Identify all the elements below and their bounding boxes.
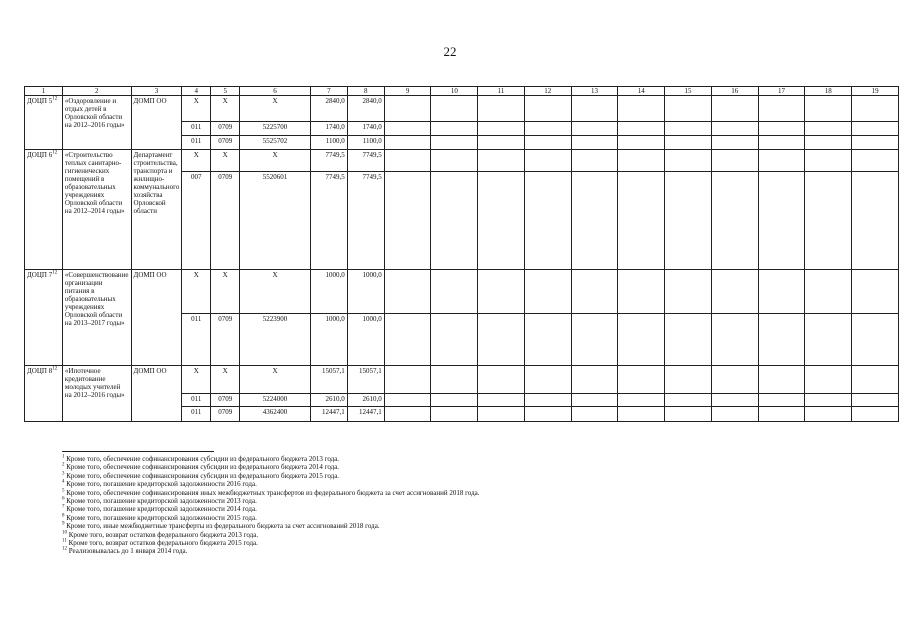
empty-cell bbox=[384, 136, 431, 150]
empty-cell bbox=[384, 270, 431, 314]
empty-cell bbox=[524, 172, 571, 270]
empty-cell bbox=[852, 136, 899, 150]
column-header-4: 4 bbox=[182, 87, 211, 96]
empty-cell bbox=[665, 172, 712, 270]
empty-cell bbox=[711, 366, 758, 394]
table-cell: 7749,5 bbox=[347, 150, 384, 172]
table-cell: 2840,0 bbox=[310, 96, 347, 122]
table-row bbox=[25, 96, 899, 122]
empty-cell bbox=[431, 136, 478, 150]
empty-cell bbox=[571, 136, 618, 150]
table-cell: 5525702 bbox=[240, 136, 311, 150]
empty-cell bbox=[524, 394, 571, 407]
footnote-text: Кроме того, обеспечение софинансирования субсидии из федерального бюджета 2015 года. bbox=[66, 471, 340, 480]
footnote-text: Кроме того, обеспечение софинансирования иных межбюджетных трансфертов из федерального бюджета за счет ассигнований 2018 года. bbox=[66, 488, 480, 497]
column-header-13: 13 bbox=[571, 87, 618, 96]
table-cell: X bbox=[240, 366, 311, 394]
footnote-divider bbox=[62, 451, 214, 452]
column-header-10: 10 bbox=[431, 87, 478, 96]
empty-cell bbox=[431, 150, 478, 172]
empty-cell bbox=[618, 96, 665, 122]
program-name: «Ипотечное кредитование молодых учителей на 2012–2016 годы» bbox=[62, 366, 131, 422]
footnote-number: 8 bbox=[62, 513, 65, 519]
empty-cell bbox=[711, 314, 758, 366]
empty-cell bbox=[758, 366, 805, 394]
empty-cell bbox=[571, 270, 618, 314]
table-cell: 15057,1 bbox=[347, 366, 384, 394]
program-code: ДОЦП 8 bbox=[27, 367, 53, 375]
budget-table bbox=[24, 86, 899, 422]
empty-cell bbox=[805, 122, 852, 136]
column-header-18: 18 bbox=[805, 87, 852, 96]
empty-cell bbox=[758, 172, 805, 270]
empty-cell bbox=[711, 172, 758, 270]
empty-cell bbox=[758, 270, 805, 314]
empty-cell bbox=[431, 270, 478, 314]
table-cell: 011 bbox=[182, 407, 211, 422]
table-row bbox=[25, 366, 899, 394]
empty-cell bbox=[384, 394, 431, 407]
empty-cell bbox=[524, 270, 571, 314]
empty-cell bbox=[431, 366, 478, 394]
empty-cell bbox=[431, 96, 478, 122]
empty-cell bbox=[805, 96, 852, 122]
program-code: ДОЦП 6 bbox=[27, 151, 53, 159]
table-cell: 0709 bbox=[211, 172, 240, 270]
empty-cell bbox=[852, 270, 899, 314]
table-cell: 1740,0 bbox=[347, 122, 384, 136]
empty-cell bbox=[852, 96, 899, 122]
table-cell: 4362400 bbox=[240, 407, 311, 422]
empty-cell bbox=[852, 314, 899, 366]
footnote-number: 2 bbox=[62, 463, 65, 469]
footnote-text: Кроме того, погашение кредиторской задолженности 2014 года. bbox=[66, 505, 257, 514]
responsible-organization: ДОМП ОО bbox=[131, 96, 182, 150]
empty-cell bbox=[852, 122, 899, 136]
column-header-6: 6 bbox=[240, 87, 311, 96]
empty-cell bbox=[665, 270, 712, 314]
footnote-text: Кроме того, погашение кредиторской задолженности 2013 года. bbox=[66, 497, 257, 506]
footnote-text: Кроме того, обеспечение софинансирования субсидии из федерального бюджета 2013 года. bbox=[66, 455, 340, 463]
empty-cell bbox=[852, 150, 899, 172]
footnote-number: 12 bbox=[62, 547, 67, 553]
responsible-organization: ДОМП ОО bbox=[131, 270, 182, 366]
footnote-number: 9 bbox=[62, 521, 65, 527]
empty-cell bbox=[805, 136, 852, 150]
column-header-16: 16 bbox=[711, 87, 758, 96]
table-cell: 5225700 bbox=[240, 122, 311, 136]
table-cell: 2610,0 bbox=[347, 394, 384, 407]
empty-cell bbox=[571, 96, 618, 122]
table-cell: X bbox=[211, 150, 240, 172]
empty-cell bbox=[618, 136, 665, 150]
empty-cell bbox=[431, 172, 478, 270]
table-cell: X bbox=[211, 366, 240, 394]
table-cell: 011 bbox=[182, 394, 211, 407]
program-name: «Строительство теплых санитарно-гигиенических помещений в образовательных учреждениях Орловской области на 2012–2014 годы» bbox=[62, 150, 131, 270]
empty-cell bbox=[618, 270, 665, 314]
empty-cell bbox=[618, 172, 665, 270]
responsible-organization: ДОМП ОО bbox=[131, 366, 182, 422]
program-name: «Оздоровление и отдых детей в Орловской области на 2012–2016 годы» bbox=[62, 96, 131, 150]
empty-cell bbox=[758, 150, 805, 172]
program-code-footnote: 12 bbox=[52, 150, 58, 156]
empty-cell bbox=[711, 394, 758, 407]
page-number: 22 bbox=[443, 44, 457, 59]
footnote bbox=[62, 531, 480, 539]
table-cell: 5223900 bbox=[240, 314, 311, 366]
empty-cell bbox=[618, 122, 665, 136]
empty-cell bbox=[431, 122, 478, 136]
empty-cell bbox=[665, 122, 712, 136]
empty-cell bbox=[384, 150, 431, 172]
empty-cell bbox=[384, 407, 431, 422]
footnote-text: Реализовывалась до 1 января 2014 года. bbox=[68, 547, 188, 556]
table-cell: X bbox=[240, 150, 311, 172]
footnotes-list bbox=[62, 455, 480, 556]
empty-cell bbox=[852, 394, 899, 407]
table-cell: 12447,1 bbox=[310, 407, 347, 422]
empty-cell bbox=[524, 96, 571, 122]
empty-cell bbox=[711, 122, 758, 136]
table-row bbox=[25, 150, 899, 172]
footnote-number: 7 bbox=[62, 505, 65, 511]
program-code: ДОЦП 7 bbox=[27, 271, 53, 279]
footnote-text: Кроме того, возврат остатков федерального бюджета 2013 года. bbox=[68, 530, 259, 539]
table-cell: 1740,0 bbox=[310, 122, 347, 136]
table-cell: 0709 bbox=[211, 122, 240, 136]
empty-cell bbox=[478, 366, 525, 394]
footnote-number: 3 bbox=[62, 471, 65, 477]
empty-cell bbox=[478, 122, 525, 136]
empty-cell bbox=[665, 407, 712, 422]
footnote-text: Кроме того, погашение кредиторской задолженности 2016 года. bbox=[66, 480, 257, 489]
footnote-text: Кроме того, иные межбюджетные трансферты из федерального бюджета за счет ассигнований 2018 года. bbox=[66, 522, 380, 531]
empty-cell bbox=[805, 270, 852, 314]
table-cell: 12447,1 bbox=[347, 407, 384, 422]
column-header-9: 9 bbox=[384, 87, 431, 96]
empty-cell bbox=[805, 394, 852, 407]
empty-cell bbox=[758, 136, 805, 150]
empty-cell bbox=[478, 136, 525, 150]
footnote-text: Кроме того, обеспечение софинансирования субсидии из федерального бюджета 2014 года. bbox=[66, 463, 340, 472]
empty-cell bbox=[711, 150, 758, 172]
empty-cell bbox=[758, 122, 805, 136]
empty-cell bbox=[384, 172, 431, 270]
empty-cell bbox=[571, 366, 618, 394]
empty-cell bbox=[618, 394, 665, 407]
table-row bbox=[25, 270, 899, 314]
table-cell: 2610,0 bbox=[310, 394, 347, 407]
column-header-2: 2 bbox=[62, 87, 131, 96]
empty-cell bbox=[571, 172, 618, 270]
table-cell: 1000,0 bbox=[310, 314, 347, 366]
empty-cell bbox=[852, 172, 899, 270]
empty-cell bbox=[524, 366, 571, 394]
empty-cell bbox=[571, 122, 618, 136]
table-cell: 5224000 bbox=[240, 394, 311, 407]
footnote-number: 10 bbox=[62, 530, 67, 536]
empty-cell bbox=[571, 314, 618, 366]
empty-cell bbox=[524, 136, 571, 150]
empty-cell bbox=[571, 407, 618, 422]
footnote-number: 6 bbox=[62, 496, 65, 502]
table-cell: 7749,5 bbox=[310, 150, 347, 172]
column-header-14: 14 bbox=[618, 87, 665, 96]
empty-cell bbox=[618, 150, 665, 172]
empty-cell bbox=[478, 150, 525, 172]
footnote bbox=[62, 480, 480, 488]
empty-cell bbox=[805, 407, 852, 422]
empty-cell bbox=[711, 96, 758, 122]
empty-cell bbox=[478, 314, 525, 366]
program-code-cell bbox=[25, 270, 63, 366]
empty-cell bbox=[431, 394, 478, 407]
table-cell: 15057,1 bbox=[310, 366, 347, 394]
table-cell: X bbox=[182, 366, 211, 394]
empty-cell bbox=[431, 407, 478, 422]
footnote bbox=[62, 522, 480, 530]
empty-cell bbox=[571, 394, 618, 407]
column-number-row bbox=[25, 87, 899, 96]
table-cell: 0709 bbox=[211, 314, 240, 366]
table-cell: 011 bbox=[182, 314, 211, 366]
empty-cell bbox=[852, 407, 899, 422]
empty-cell bbox=[384, 96, 431, 122]
program-code: ДОЦП 5 bbox=[27, 97, 53, 105]
empty-cell bbox=[618, 314, 665, 366]
empty-cell bbox=[478, 394, 525, 407]
table-cell: 0709 bbox=[211, 136, 240, 150]
footnote-number: 1 bbox=[62, 454, 65, 460]
empty-cell bbox=[665, 394, 712, 407]
footnote bbox=[62, 547, 480, 555]
table-cell: X bbox=[240, 270, 311, 314]
column-header-17: 17 bbox=[758, 87, 805, 96]
empty-cell bbox=[852, 366, 899, 394]
column-header-3: 3 bbox=[131, 87, 182, 96]
empty-cell bbox=[665, 366, 712, 394]
empty-cell bbox=[805, 314, 852, 366]
empty-cell bbox=[478, 407, 525, 422]
table-cell: X bbox=[182, 270, 211, 314]
table-cell: 1000,0 bbox=[310, 270, 347, 314]
table-cell: X bbox=[211, 96, 240, 122]
table-cell: 011 bbox=[182, 122, 211, 136]
empty-cell bbox=[524, 122, 571, 136]
column-header-8: 8 bbox=[347, 87, 384, 96]
empty-cell bbox=[711, 270, 758, 314]
column-header-5: 5 bbox=[211, 87, 240, 96]
table-cell: 5520601 bbox=[240, 172, 311, 270]
program-code-cell bbox=[25, 366, 63, 422]
empty-cell bbox=[384, 366, 431, 394]
table-cell: 7749,5 bbox=[310, 172, 347, 270]
footnote bbox=[62, 514, 480, 522]
empty-cell bbox=[665, 150, 712, 172]
table-cell: 0709 bbox=[211, 407, 240, 422]
program-code-footnote: 12 bbox=[52, 366, 58, 372]
empty-cell bbox=[384, 314, 431, 366]
program-code-footnote: 12 bbox=[52, 96, 58, 102]
responsible-organization: Департамент строительства, транспорта и жилищно-коммунального хозяйства Орловской области bbox=[131, 150, 182, 270]
empty-cell bbox=[665, 136, 712, 150]
empty-cell bbox=[618, 407, 665, 422]
empty-cell bbox=[758, 407, 805, 422]
empty-cell bbox=[758, 314, 805, 366]
table-cell: 1000,0 bbox=[347, 270, 384, 314]
column-header-1: 1 bbox=[25, 87, 63, 96]
footnote-number: 4 bbox=[62, 479, 65, 485]
table-cell: 007 bbox=[182, 172, 211, 270]
empty-cell bbox=[665, 314, 712, 366]
footnote bbox=[62, 489, 480, 497]
empty-cell bbox=[758, 96, 805, 122]
table-cell: 7749,5 bbox=[347, 172, 384, 270]
column-header-7: 7 bbox=[310, 87, 347, 96]
footnote bbox=[62, 505, 480, 513]
table-cell: 1100,0 bbox=[310, 136, 347, 150]
empty-cell bbox=[478, 96, 525, 122]
footnote-number: 11 bbox=[62, 538, 67, 544]
table-cell: 1000,0 bbox=[347, 314, 384, 366]
empty-cell bbox=[524, 407, 571, 422]
empty-cell bbox=[431, 314, 478, 366]
column-header-19: 19 bbox=[852, 87, 899, 96]
empty-cell bbox=[571, 150, 618, 172]
table-cell: 011 bbox=[182, 136, 211, 150]
table-cell: 1100,0 bbox=[347, 136, 384, 150]
empty-cell bbox=[524, 314, 571, 366]
column-header-15: 15 bbox=[665, 87, 712, 96]
table-cell: X bbox=[211, 270, 240, 314]
footnote bbox=[62, 472, 480, 480]
footnote-number: 5 bbox=[62, 488, 65, 494]
program-code-cell bbox=[25, 96, 63, 150]
empty-cell bbox=[478, 172, 525, 270]
program-name: «Совершенствование организации питания в образовательных учреждениях Орловской области на 2013–2017 годы» bbox=[62, 270, 131, 366]
program-code-footnote: 12 bbox=[52, 270, 58, 276]
empty-cell bbox=[758, 394, 805, 407]
footnote-text: Кроме того, возврат остатков федерального бюджета 2015 года. bbox=[68, 539, 258, 548]
empty-cell bbox=[384, 122, 431, 136]
column-header-12: 12 bbox=[524, 87, 571, 96]
footnote-text: Кроме того, погашение кредиторской задолженности 2015 года. bbox=[66, 513, 257, 522]
table-cell: X bbox=[240, 96, 311, 122]
empty-cell bbox=[665, 96, 712, 122]
empty-cell bbox=[805, 150, 852, 172]
empty-cell bbox=[805, 366, 852, 394]
empty-cell bbox=[711, 136, 758, 150]
program-code-cell bbox=[25, 150, 63, 270]
table-cell: X bbox=[182, 150, 211, 172]
column-header-11: 11 bbox=[478, 87, 525, 96]
empty-cell bbox=[478, 270, 525, 314]
empty-cell bbox=[524, 150, 571, 172]
empty-cell bbox=[711, 407, 758, 422]
empty-cell bbox=[618, 366, 665, 394]
empty-cell bbox=[805, 172, 852, 270]
table-cell: 0709 bbox=[211, 394, 240, 407]
table-cell: 2840,0 bbox=[347, 96, 384, 122]
footnote bbox=[62, 463, 480, 471]
table-cell: X bbox=[182, 96, 211, 122]
